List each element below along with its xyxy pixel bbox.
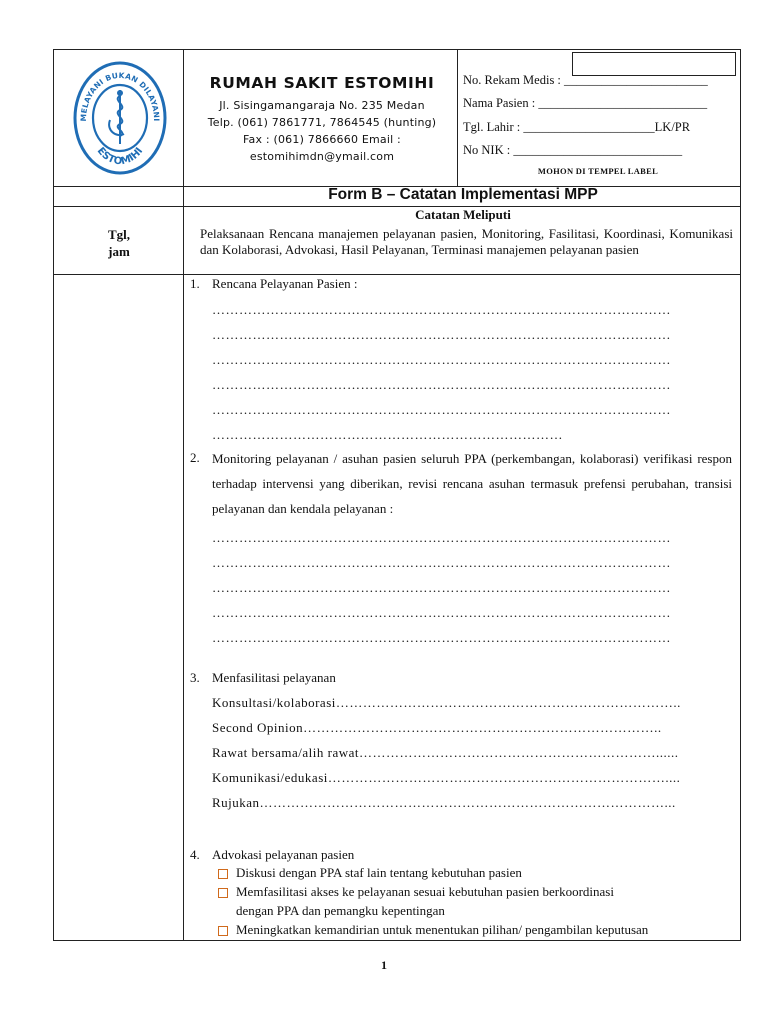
fill-line[interactable]: ………………………………………………………………………………………… [212,377,671,392]
komunikasi-line[interactable]: Komunikasi/edukasi………………………………………………………………….... [212,770,681,785]
catatan-description: Pelaksanaan Rencana manajemen pelayanan pasien, Monitoring, Fasilitasi, Koordinasi, Komunikasi dan Kolaborasi, Advokasi, Hasil Pelayanan, Terminasi manajemen pelayanan pasien [200,226,733,257]
konsultasi-line[interactable]: Konsultasi/kolaborasi………………………………………………………………….. [212,695,681,710]
fill-line[interactable]: ………………………………………………………………………………………… [212,530,671,545]
rujukan-line[interactable]: Rujukan………………………………………………………………………………... [212,795,676,810]
jam-label: jam [108,244,130,259]
advokasi-option-akses: Memfasilitasi akses ke pelayanan sesuai kebutuhan pasien berkoordinasi [236,884,614,899]
fill-line[interactable]: ………………………………………………………………………………………… [212,352,671,367]
fill-line[interactable]: ………………………………………………………………………………………… [212,327,671,342]
fill-line[interactable]: …………………………………………………………………… [212,427,563,442]
divider [53,274,741,275]
advokasi-option-diskusi: Diskusi dengan PPA staf lain tentang kebutuhan pasien [236,865,522,880]
page-number: 1 [381,958,387,972]
rekam-medis-field[interactable]: No. Rekam Medis : _______________________ [463,73,708,87]
section-title: Menfasilitasi pelayanan [212,670,336,685]
fill-line[interactable]: ………………………………………………………………………………………… [212,402,671,417]
fill-line[interactable]: ………………………………………………………………………………………… [212,555,671,570]
advokasi-option-akses-cont: dengan PPA dan pemangku kepentingan [236,903,445,918]
rawat-bersama-line[interactable]: Rawat bersama/alih rawat…………………………………………………………...... [212,745,679,760]
fill-line[interactable]: ………………………………………………………………………………………… [212,580,671,595]
fill-line[interactable]: ………………………………………………………………………………………… [212,630,671,645]
section-number: 1. [190,276,200,291]
checkbox[interactable] [218,869,228,879]
nik-field[interactable]: No NIK : ___________________________ [463,143,683,157]
section-text: Monitoring pelayanan / asuhan pasien seluruh PPA (perkembangan, kolaborasi) verifikasi respon terhadap intervensi yang diberikan, revisi rencana asuhan termasuk prefensi perubahan, transisi pelayanan dan kendala pelayanan : [212,451,732,516]
hospital-name: RUMAH SAKIT ESTOMIHI [209,74,435,92]
hospital-phone: Telp. (061) 7861771, 7864545 (hunting) [207,116,437,129]
checkbox[interactable] [218,926,228,936]
section-number: 4. [190,847,200,862]
hospital-logo [72,60,168,176]
hospital-header [186,74,458,165]
column-tgl-header [54,226,184,260]
fill-line[interactable]: ………………………………………………………………………………………… [212,605,671,620]
nama-pasien-field[interactable]: Nama Pasien : ___________________________ [463,96,708,110]
section-number: 3. [190,670,200,685]
tgl-label: Tgl, [107,227,131,242]
tgl-lahir-field[interactable]: Tgl. Lahir : _____________________LK/PR [463,120,691,134]
checkbox[interactable] [218,888,228,898]
advokasi-option-kemandirian: Meningkatkan kemandirian untuk menentukan pilihan/ pengambilan keputusan [236,922,649,937]
second-opinion-line[interactable]: Second Opinion…………………………………………………………………….. [212,720,662,735]
fill-line[interactable]: ………………………………………………………………………………………… [212,302,671,317]
section-title: Advokasi pelayanan pasien [212,847,355,862]
catatan-title: Catatan Meliputi [415,207,511,222]
svg-text:MELAYANI BUKAN DILAYANI: MELAYANI BUKAN DILAYANI [78,70,162,122]
svg-text:ESTOMIHI: ESTOMIHI [94,145,146,168]
hospital-email: estomihimdn@ymail.com [249,150,395,163]
section-title: Rencana Pelayanan Pasien : [212,276,358,291]
label-note: MOHON DI TEMPEL LABEL [537,166,659,176]
section-number: 2. [190,450,200,465]
divider [183,49,184,941]
form-title: Form B – Catatan Implementasi MPP [328,186,598,203]
hospital-address: Jl. Sisingamangaraja No. 235 Medan [219,99,425,112]
hospital-fax: Fax : (061) 7866660 Email : [243,133,401,146]
